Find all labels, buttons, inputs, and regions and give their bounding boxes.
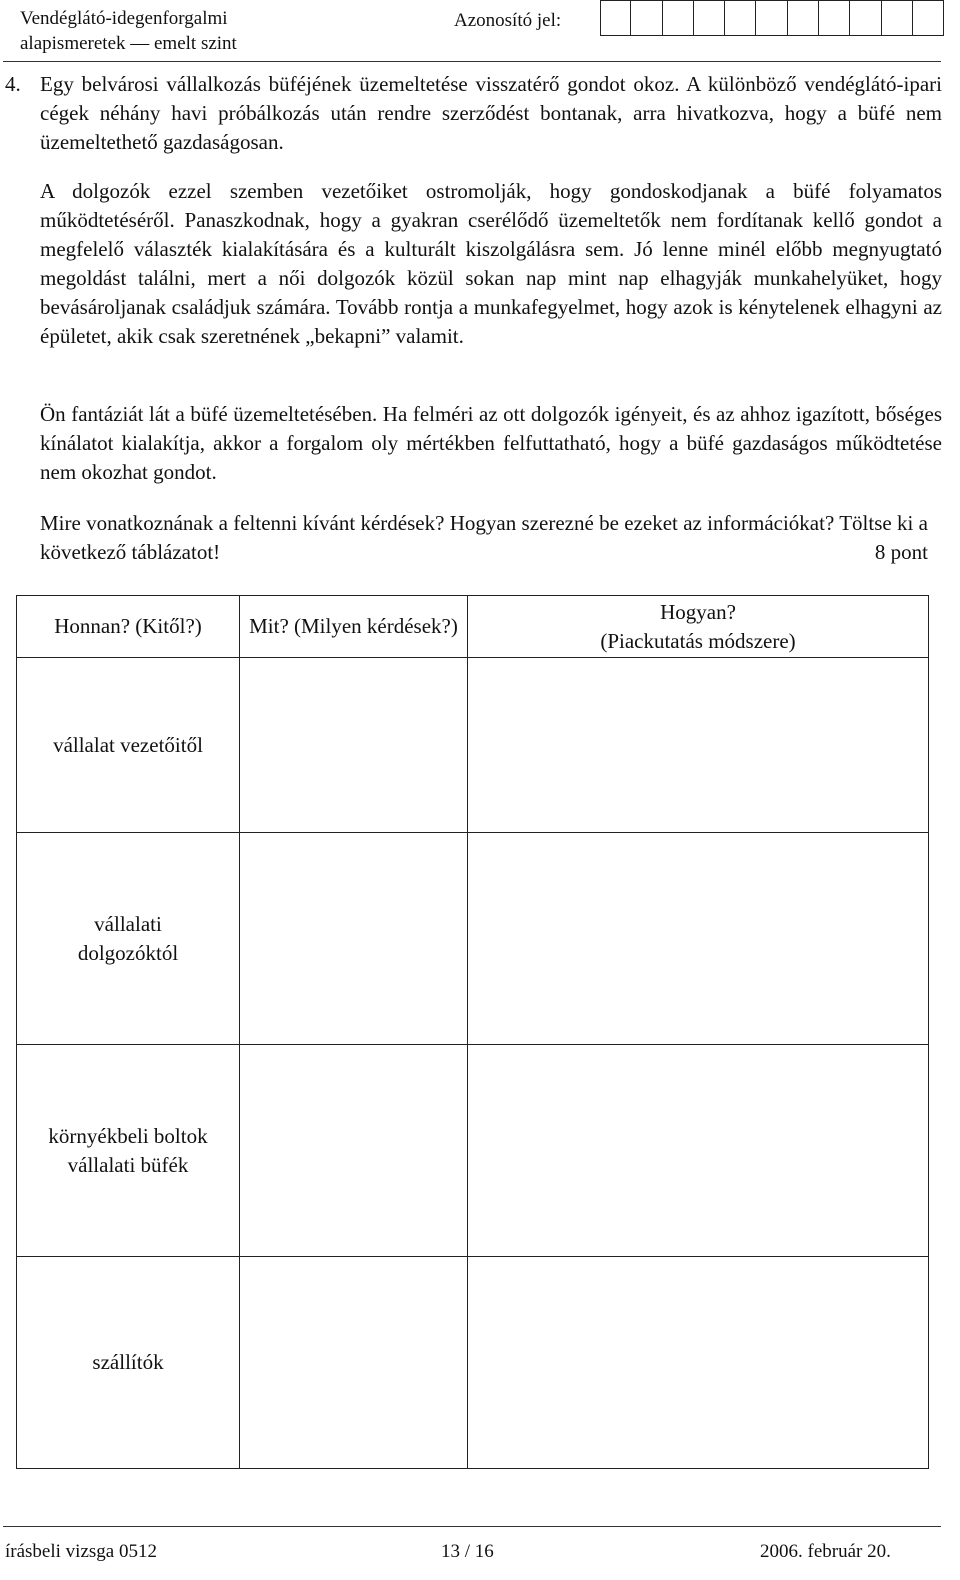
id-char-box[interactable] (663, 0, 694, 36)
source-line-2: dolgozóktól (77, 940, 179, 965)
id-char-box[interactable] (913, 0, 944, 36)
id-char-box[interactable] (850, 0, 881, 36)
method-answer-cell[interactable] (468, 1257, 929, 1469)
id-label: Azonosító jel: (454, 10, 562, 31)
source-cell (17, 1257, 240, 1469)
task-paragraph-2: A dolgozók ezzel szemben vezetőiket ostromolják, hogy gondoskodjanak a büfé folyamatos működtetéséről. Panaszkodnak, hogy a gyakran cserélődő üzemeltetők nem fordítanak kellő gondot a megfelelő választék kialakítására és a kulturált kiszolgálásra sem. Jó lenne minél előbb megnyugtató megoldást találni, mert a női dolgozók közül sokan nap mint nap elhagyják munkahelyüket, hogy bevásároljanak családjuk számára. Tovább rontja a munkafegyelmet, hogy azok is kénytelenek elhagyni az épületet, akik csak szeretnének „bekapni” valamit. (40, 179, 942, 348)
table-row (17, 1257, 929, 1469)
header-method-line-2: (Piackutatás módszere) (600, 628, 796, 653)
questions-answer-cell[interactable] (240, 833, 468, 1045)
footer-divider (3, 1526, 941, 1527)
task-points: 8 pont (874, 540, 928, 564)
id-char-box[interactable] (756, 0, 787, 36)
table-row (17, 1045, 929, 1257)
source-cell (17, 833, 240, 1045)
source-cell (17, 658, 240, 833)
header-cell-questions: Mit? (Milyen kérdések?) (240, 596, 468, 658)
questions-answer-cell[interactable] (240, 658, 468, 833)
header-cell-method (468, 596, 929, 658)
page-header-subject (20, 6, 237, 56)
header-cell-source: Honnan? (Kitől?) (17, 596, 240, 658)
footer-page-number: 13 / 16 (441, 1541, 494, 1562)
id-char-box[interactable] (631, 0, 662, 36)
source-cell (17, 1045, 240, 1257)
method-answer-cell[interactable] (468, 1045, 929, 1257)
method-answer-cell[interactable] (468, 658, 929, 833)
task-paragraph-1: Egy belvárosi vállalkozás büféjének üzemeltetése visszatérő gondot okoz. A különböző vendéglátó-ipari cégek néhány havi próbálkozás után rendre szerződést bontanak, arra hivatkozva, hogy a büfé nem üzemeltethető gazdaságosan. (40, 72, 942, 154)
task-paragraph-3: Ön fantáziát lát a büfé üzemeltetésében. Ha felméri az ott dolgozók igényeit, és az ahhoz igazított, bőséges kínálatot kialakítja, akkor a forgalom oly mértékben felfuttatható, hogy a büfé gazdaságos működtetése nem okozhat gondot. (40, 402, 942, 484)
footer-date: 2006. február 20. (760, 1541, 891, 1562)
id-char-box[interactable] (725, 0, 756, 36)
subject-line-1: Vendéglátó-idegenforgalmi (20, 8, 228, 29)
source-line-1: szállítók (92, 1350, 164, 1374)
answer-table (16, 595, 929, 1469)
id-boxes (600, 0, 944, 36)
task-number: 4. (5, 72, 21, 96)
questions-answer-cell[interactable] (240, 1257, 468, 1469)
table-row (17, 833, 929, 1045)
source-line-2: vállalati büfék (67, 1152, 189, 1177)
subject-line-2: alapismeretek — emelt szint (20, 33, 237, 54)
id-char-box[interactable] (882, 0, 913, 36)
task-paragraph-4 (40, 509, 928, 567)
source-line-1: vállalati (94, 911, 162, 936)
table-row (17, 658, 929, 833)
task-instruction: Mire vonatkoznának a feltenni kívánt kérdések? Hogyan szerezné be ezeket az információkat? Töltse ki a következő táblázatot! (40, 511, 928, 564)
source-line-1: környékbeli boltok (48, 1123, 208, 1148)
method-answer-cell[interactable] (468, 833, 929, 1045)
header-divider (3, 61, 941, 62)
id-char-box[interactable] (600, 0, 631, 36)
questions-answer-cell[interactable] (240, 1045, 468, 1257)
id-char-box[interactable] (819, 0, 850, 36)
header-method-line-1: Hogyan? (660, 599, 736, 624)
footer-exam-code: írásbeli vizsga 0512 (5, 1541, 157, 1562)
source-line-1: vállalat vezetőitől (53, 732, 203, 757)
id-char-box[interactable] (788, 0, 819, 36)
id-char-box[interactable] (694, 0, 725, 36)
table-header-row (17, 596, 929, 658)
